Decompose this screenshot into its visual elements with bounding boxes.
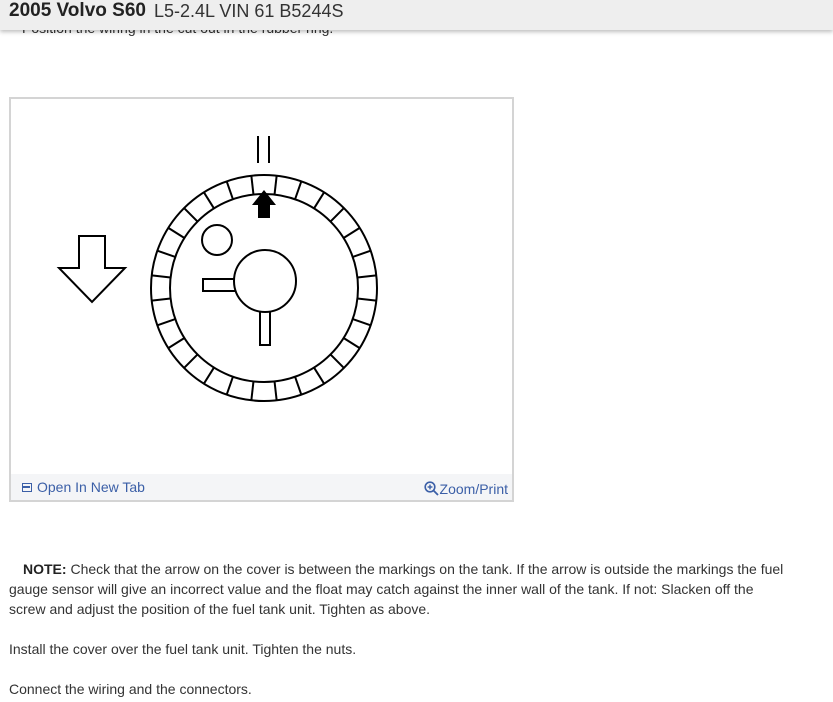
ring-tick [157,251,175,257]
ring-tick [152,299,171,301]
ring-tick [314,368,324,384]
magnifier-plus-icon [424,481,439,496]
ring-tick [275,381,277,400]
small-port-circle [202,225,232,255]
ring-tick [353,251,371,257]
engine-subtitle: L5-2.4L VIN 61 B5244S [154,1,344,21]
ring-tick [251,176,253,195]
ring-tick [168,228,184,238]
left-pipe-stub [203,279,237,291]
note-label: NOTE: [23,561,67,577]
ring-tick [344,228,360,238]
ring-tick [357,275,376,277]
ring-tick [152,275,171,277]
ring-tick [184,354,197,367]
connect-wiring-paragraph: Connect the wiring and the connectors. [9,681,252,697]
ring-tick [295,181,301,199]
ring-tick [168,338,184,348]
ring-tick [314,192,324,208]
ring-tick [357,299,376,301]
note-paragraph [9,559,789,619]
open-in-new-tab-icon [22,483,32,492]
page-header [0,0,833,30]
ring-tick [330,354,343,367]
ring-tick [204,368,214,384]
center-circle [234,250,296,312]
ring-tick [275,176,277,195]
note-text: Check that the arrow on the cover is between the markings on the tank. If the arrow is outside the markings the fuel gauge sensor will give an incorrect value and the float may catch against the inner wall of the tank. If not: Slacken off the screw and adjust the position of the fuel tank unit. Tighten as above. [9,561,784,617]
procedure-figure [9,97,514,502]
ring-tick [204,192,214,208]
open-in-new-tab-label: Open In New Tab [37,479,145,495]
ring-tick [353,319,371,325]
vehicle-model-title: 2005 Volvo S60 [9,0,146,21]
fuel-tank-unit-diagram [11,99,512,474]
zoom-print-link[interactable] [424,479,508,497]
ring-tick [157,319,175,325]
direction-arrow-icon [59,236,125,302]
ring-tick [184,208,197,221]
open-in-new-tab-link[interactable] [22,479,145,495]
install-cover-paragraph: Install the cover over the fuel tank unit. Tighten the nuts. [9,641,357,657]
ring-tick [330,208,343,221]
ring-tick [295,377,301,395]
ring-tick [251,381,253,400]
ring-tick [344,338,360,348]
bottom-pipe-stub [260,311,270,345]
zoom-print-label: Zoom/Print [439,481,508,497]
ring-tick [227,377,233,395]
ring-tick [227,181,233,199]
figure-toolbar [11,474,512,500]
